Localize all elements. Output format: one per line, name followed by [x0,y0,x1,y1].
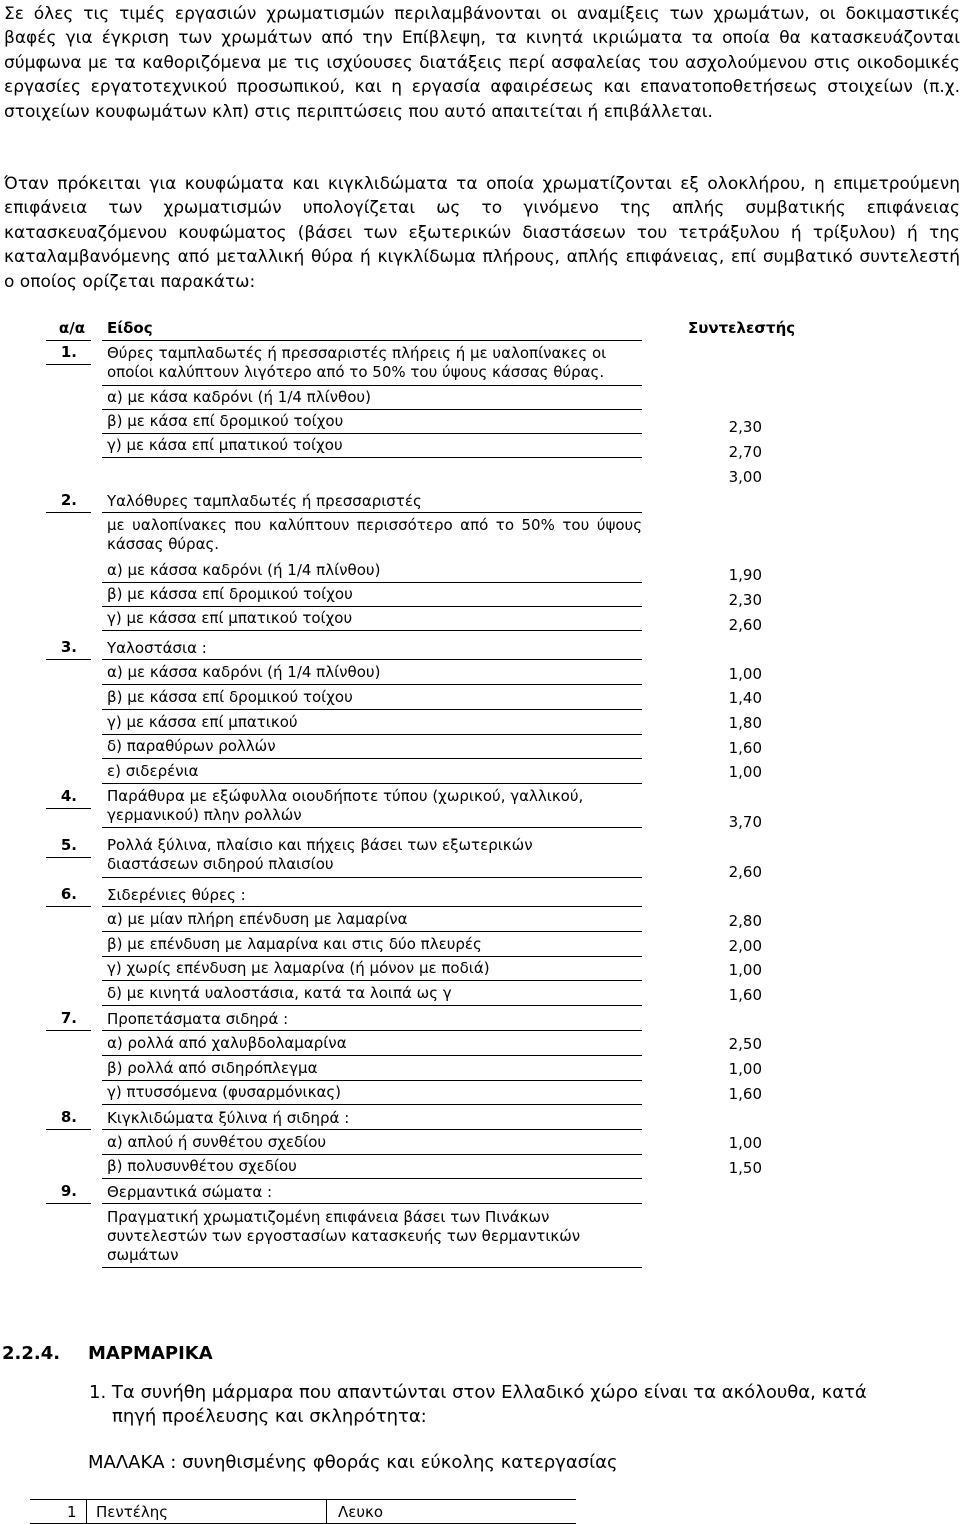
row-number-cell [46,637,91,660]
desc-text: Πραγματική χρωματιζομένη επιφάνεια βάσει των Πινάκων συντελεστών των εργοστασίων κατασκευής των θερμαντικών σωμάτων [107,1208,581,1264]
desc-cell [102,982,642,1006]
coef-value: 2,00 [728,937,762,955]
desc-text: γ) με κάσσα επί μπατικού [107,713,298,731]
marble-table-divider [86,1500,87,1523]
desc-text: ε) σιδερένια [107,762,199,780]
coef-value: 2,60 [728,863,762,881]
desc-text: Κιγκλιδώματα ξύλινα ή σιδηρά : [107,1109,350,1127]
coef-value: 1,60 [728,986,762,1004]
desc-cell [102,933,642,957]
section-number: 2.2.4. [2,1343,61,1364]
desc-cell [102,686,642,710]
coef-value: 1,00 [728,763,762,781]
coef-value: 1,90 [728,566,762,584]
desc-cell [102,1032,642,1056]
desc-text: β) πολυσυνθέτου σχεδίου [107,1157,297,1175]
coef-value: 1,00 [728,665,762,683]
intro-paragraph: Σε όλες τις τιμές εργασιών χρωματισμών περιλαμβάνονται οι αναμίξεις των χρωμάτων, οι δοκιμαστικές βαφές για έγκριση των χρωμάτων από την Επίβλεψη, τα κινητά ικριώματα τα οποία θα κατασκευάζονται σύμφωνα με τα καθοριζόμενα με τις ισχύουσες διατάξεις περί ασφαλείας του ασχολούμενου στις οικοδομικές εργασίες εργατοτεχνικού προσωπικού, και η εργασία αφαιρέσεως και επανατοποθετήσεως στοιχείων (π.χ. στοιχείων κουφωμάτων κλπ) στις περιπτώσεις που αυτό απαιτείται ή επιβάλλεται. [4,4,960,122]
coef-value: 3,00 [728,468,762,486]
desc-cell [102,1107,642,1130]
marble-color: Λευκο [338,1503,384,1521]
section-title: ΜΑΡΜΑΡΙΚΑ [88,1343,213,1364]
desc-text: α) απλού ή συνθέτου σχεδίου [107,1133,327,1151]
desc-cell [102,434,642,458]
desc-cell [102,735,642,759]
desc-cell [102,661,642,685]
desc-text: β) με επένδυση με λαμαρίνα και στις δύο πλευρές [107,935,482,953]
row-number: 8. [60,1108,77,1126]
coef-value: 2,30 [728,591,762,609]
desc-cell [102,785,642,828]
header-num: α/α [58,319,85,337]
coef-value: 1,60 [728,1085,762,1103]
coef-value: 1,00 [728,961,762,979]
coef-value: 2,30 [728,418,762,436]
coef-value: 1,50 [728,1159,762,1177]
desc-text: γ) πτυσσόμενα (φυσαρμόνικας) [107,1083,342,1101]
row-number-cell [46,1181,91,1204]
desc-cell [102,490,642,513]
row-number-cell [46,786,91,809]
row-number-cell [46,884,91,907]
desc-text: Ρολλά ξύλινα, πλαίσιο και πήχεις βάσει των εξωτερικών διαστάσεων σιδηρού πλαισίου [107,836,533,873]
header-coef: Συντελεστής [688,319,796,337]
desc-cell [102,607,642,631]
desc-text: β) ρολλά από σιδηρόπλεγμα [107,1059,318,1077]
row-number-cell [46,1107,91,1130]
desc-text: γ) με κάσσα επί μπατικού τοίχου [107,609,353,627]
desc-cell [102,1081,642,1105]
desc-cell [102,760,642,784]
desc-text: α) ρολλά από χαλυβδολαμαρίνα [107,1034,347,1052]
marble-table [30,1499,576,1524]
second-paragraph: Όταν πρόκειται για κουφώματα και κιγκλιδώματα τα οποία χρωματίζονται εξ ολοκλήρου, η επιμετρούμενη επιφάνεια των χρωματισμών υπολογίζεται ως το γινόμενο της απλής συμβατικής επιφάνειας κατασκευαζόμενου κουφώματος (βάσει των εξωτερικών διαστάσεων του τετράξυλου ή τρίξυλου) ή της καταλαμβανόμενης από μεταλλική θύρα ή κιγκλίδωμα πλήρους, απλής επιφάνειας, επί συμβατικό συντελεστή ο οποίος ορίζεται παρακάτω: [4,174,960,292]
desc-text: Θερμαντικά σώματα : [107,1183,273,1201]
desc-cell [102,1131,642,1155]
desc-text: α) με κάσσα καδρόνι (ή 1/4 πλίνθου) [107,663,381,681]
desc-text: α) με κάσσα καδρόνι (ή 1/4 πλίνθου) [107,561,381,579]
desc-text: γ) με κάσα επί μπατικού τοίχου [107,436,343,454]
coef-value: 2,50 [728,1035,762,1053]
desc-cell [102,583,642,607]
row-number: 3. [60,638,77,656]
desc-cell [102,908,642,932]
desc-cell [102,559,642,583]
header-kind: Είδος [107,319,153,337]
desc-cell [102,957,642,981]
header-num-cell [46,318,91,341]
desc-text: α) με κάσα καδρόνι (ή 1/4 πλίνθου) [107,388,371,406]
coef-value: 3,70 [728,813,762,831]
marble-name: Πεντέλης [96,1503,169,1521]
desc-text: Παράθυρα με εξώφυλλα οιουδήποτε τύπου (χωρικού, γαλλικού, γερμανικού) πλην ρολλών [107,787,584,824]
row-number: 7. [60,1009,77,1027]
row-number: 6. [60,885,77,903]
coef-value: 2,80 [728,912,762,930]
coef-value: 1,80 [728,714,762,732]
desc-cell [102,386,642,410]
coef-value: 2,70 [728,443,762,461]
row-number: 2. [60,491,77,509]
desc-cell [102,834,642,878]
desc-text: β) με κάσσα επί δρομικού τοίχου [107,585,353,603]
desc-cell [102,637,642,660]
desc-cell [102,513,642,556]
soft-marble-label: ΜΑΛΑΚΑ : συνηθισμένης φθοράς και εύκολης κατεργασίας [88,1452,618,1473]
desc-cell [102,1205,642,1268]
desc-text: δ) με κινητά υαλοστάσια, κατά τα λοιπά ως γ [107,984,452,1002]
row-number-cell [46,835,91,858]
desc-cell [102,1155,642,1179]
coef-value: 1,00 [728,1134,762,1152]
marble-num: 1 [67,1503,77,1521]
desc-cell [102,410,642,434]
desc-text: δ) παραθύρων ρολλών [107,737,276,755]
header-kind-cell [102,318,642,341]
row-number: 4. [60,787,77,805]
row-number: 9. [60,1182,77,1200]
desc-text: Θύρες ταμπλαδωτές ή πρεσσαριστές πλήρεις ή με υαλοπίνακες οι οποίοι καλύπτουν λιγότερο από το 50% του ύψους κάσσας θύρας. [107,344,607,381]
desc-cell [102,1057,642,1081]
marble-table-divider [326,1500,327,1523]
desc-text: Σιδερένιες θύρες : [107,886,246,904]
row-number-cell [46,1008,91,1031]
desc-cell [102,884,642,907]
desc-cell [102,1181,642,1204]
desc-text: με υαλοπίνακες που καλύπτουν περισσότερο από το 50% του ύψους κάσσας θύρας. [107,516,642,553]
desc-text: β) με κάσα επί δρομικού τοίχου [107,412,344,430]
row-number: 5. [60,836,77,854]
row-number-cell [46,342,91,365]
marble-item-1: 1. Τα συνήθη μάρμαρα που απαντώνται στον Ελλαδικό χώρο είναι τα ακόλουθα, κατά πηγή προέλευσης και σκληρότητα: [89,1382,867,1427]
row-number: 1. [60,343,77,361]
desc-cell [102,1008,642,1031]
row-number-cell [46,490,91,513]
desc-text: Υαλόθυρες ταμπλαδωτές ή πρεσσαριστές [107,492,422,510]
desc-text: α) με μίαν πλήρη επένδυση με λαμαρίνα [107,910,408,928]
coef-value: 1,40 [728,689,762,707]
coef-value: 1,00 [728,1060,762,1078]
desc-text: Υαλοστάσια : [107,639,207,657]
desc-cell [102,342,642,386]
desc-text: γ) χωρίς επένδυση με λαμαρίνα (ή μόνον με ποδιά) [107,959,490,977]
coef-value: 2,60 [728,616,762,634]
desc-cell [102,711,642,735]
desc-text: Προπετάσματα σιδηρά : [107,1010,289,1028]
coef-value: 1,60 [728,739,762,757]
desc-text: β) με κάσσα επί δρομικού τοίχου [107,688,353,706]
